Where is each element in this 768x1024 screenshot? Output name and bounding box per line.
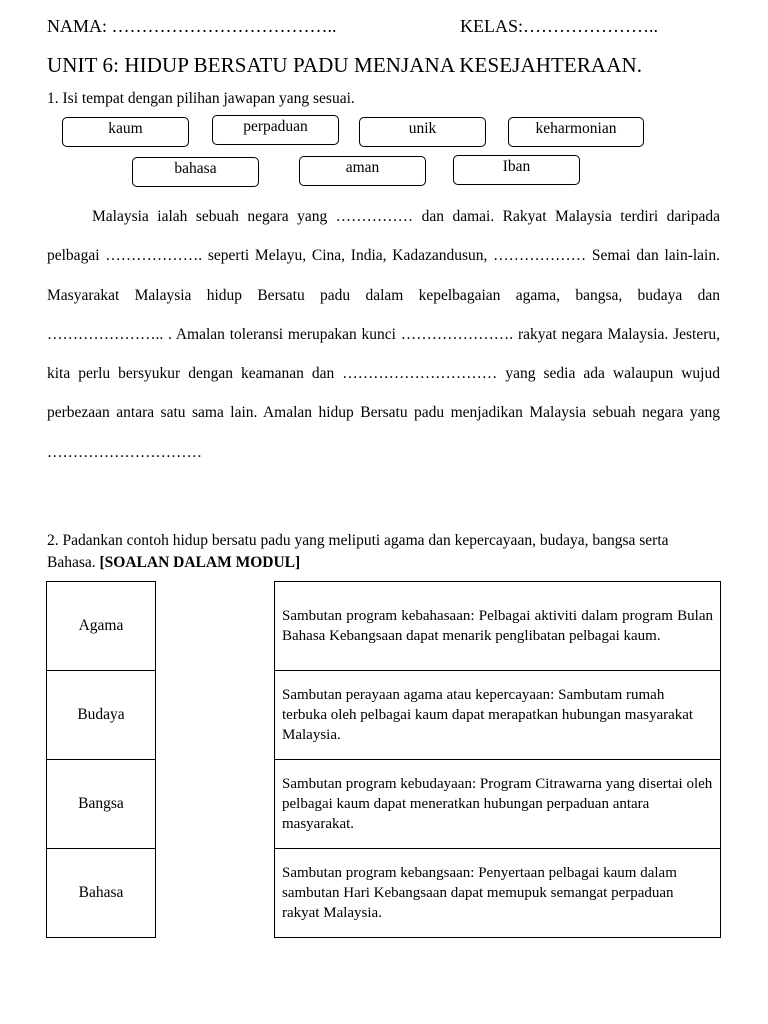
word-option-kaum: kaum bbox=[62, 117, 189, 147]
word-option-unik: unik bbox=[359, 117, 486, 147]
question-2-instruction bbox=[47, 530, 707, 574]
category-cell-agama: Agama bbox=[47, 582, 156, 671]
module-question-tag: [SOALAN DALAM MODUL] bbox=[99, 554, 301, 571]
category-cell-budaya: Budaya bbox=[47, 671, 156, 760]
word-option-keharmonian: keharmonian bbox=[508, 117, 644, 147]
class-field-label: KELAS:………………….. bbox=[460, 16, 658, 36]
description-table bbox=[274, 581, 721, 938]
name-field-label: NAMA: ……………………………….. bbox=[47, 16, 337, 36]
description-text: Sambutan perayaan agama atau kepercayaan: Sambutam rumah terbuka oleh pelbagai kaum dapat merapatkan hubungan masyarakat Malaysia. bbox=[282, 687, 694, 743]
description-cell bbox=[275, 582, 721, 671]
description-cell bbox=[275, 849, 721, 938]
category-cell-bahasa: Bahasa bbox=[47, 849, 156, 938]
description-cell bbox=[275, 760, 721, 849]
unit-title: UNIT 6: HIDUP BERSATU PADU MENJANA KESEJAHTERAAN. bbox=[47, 53, 643, 77]
question-2-text: 2. Padankan contoh hidup bersatu padu yang meliputi agama dan kepercayaan, budaya, bangsa serta Bahasa. bbox=[47, 532, 669, 571]
category-table bbox=[46, 581, 156, 938]
description-text: Sambutan program kebudayaan: Program Citrawarna yang disertai oleh pelbagai kaum dapat meneratkan hubungan perpaduan antara masyarakat. bbox=[282, 776, 713, 832]
fill-in-passage: Malaysia ialah sebuah negara yang …………… dan damai. Rakyat Malaysia terdiri daripada pelbagai ………………. seperti Melayu, Cina, India, Kadazandusun, ……………… Semai dan lain-lain. Masyarakat Malaysia hidup Bersatu padu dalam kepelbagaian agama, bangsa, budaya dan ………………….. . Amalan toleransi merupakan kunci …………………. rakyat negara Malaysia. Jesteru, kita perlu bersyukur dengan keamanan dan ………………………… yang sedia ada walaupun wujud perbezaan antara satu sama lain. Amalan hidup Bersatu padu menjadikan Malaysia sebuah negara yang ………………………… bbox=[47, 208, 720, 461]
description-text: Sambutan program kebahasaan: Pelbagai aktiviti dalam program Bulan Bahasa Kebangsaan dapat menarik penglibatan pelbagai kaum. bbox=[282, 608, 713, 644]
description-text: Sambutan program kebangsaan: Penyertaan pelbagai kaum dalam sambutan Hari Kebangsaan dapat memupuk semangat perpaduan rakyat Malaysia. bbox=[282, 865, 677, 921]
word-option-perpaduan: perpaduan bbox=[212, 115, 339, 145]
word-option-aman: aman bbox=[299, 156, 426, 186]
description-cell bbox=[275, 671, 721, 760]
question-1-instruction: 1. Isi tempat dengan pilihan jawapan yang sesuai. bbox=[47, 90, 355, 107]
word-option-iban: Iban bbox=[453, 155, 580, 185]
word-option-bahasa: bahasa bbox=[132, 157, 259, 187]
category-cell-bangsa: Bangsa bbox=[47, 760, 156, 849]
